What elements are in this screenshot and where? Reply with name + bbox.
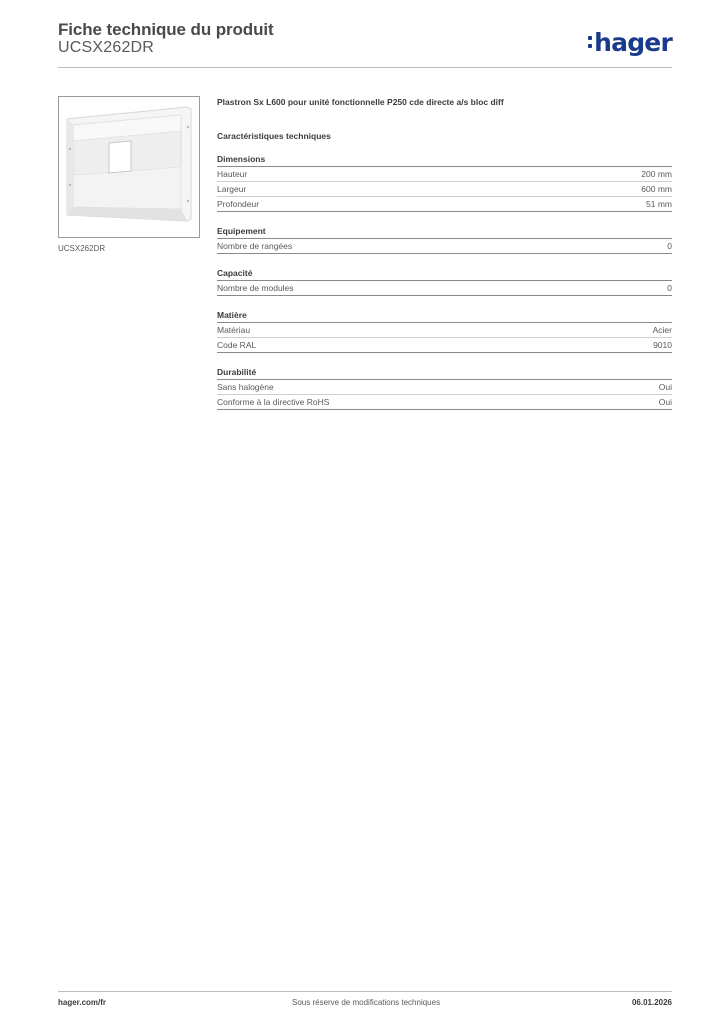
header-divider xyxy=(58,67,672,68)
footer-divider xyxy=(58,991,672,992)
section-title: Equipement xyxy=(217,226,672,239)
spec-value: 9010 xyxy=(653,340,672,350)
spec-row xyxy=(217,380,672,395)
spec-value: Oui xyxy=(658,397,672,407)
spec-label: Largeur xyxy=(217,184,247,194)
section-dimensions xyxy=(217,154,672,212)
spec-row xyxy=(217,338,672,353)
spec-label: Hauteur xyxy=(217,169,248,179)
spec-row xyxy=(217,167,672,182)
spec-value: 51 mm xyxy=(646,199,672,209)
product-reference: UCSX262DR xyxy=(58,39,155,56)
spec-value: Acier xyxy=(652,325,672,335)
section-durabilite xyxy=(217,367,672,410)
section-title: Durabilité xyxy=(217,367,672,380)
footer-disclaimer: Sous réserve de modifications techniques xyxy=(292,998,441,1007)
spec-label: Sans halogène xyxy=(217,382,274,392)
tech-characteristics-title: Caractéristiques techniques xyxy=(217,131,331,141)
logo-dots-icon xyxy=(588,34,592,50)
product-description: Plastron Sx L600 pour unité fonctionnelle P250 cde directe a/s bloc diff xyxy=(217,97,504,107)
spec-value: Oui xyxy=(658,382,672,392)
spec-row xyxy=(217,395,672,410)
spec-value: 0 xyxy=(667,241,672,251)
spec-row xyxy=(217,281,672,296)
spec-label: Profondeur xyxy=(217,199,260,209)
section-title: Matière xyxy=(217,310,672,323)
spec-label: Nombre de modules xyxy=(217,283,294,293)
spec-label: Matériau xyxy=(217,325,251,335)
spec-row xyxy=(217,323,672,338)
section-matiere xyxy=(217,310,672,353)
product-image xyxy=(58,96,200,238)
spec-row xyxy=(217,197,672,212)
section-title: Capacité xyxy=(217,268,672,281)
product-details xyxy=(217,96,672,410)
spec-value: 0 xyxy=(667,283,672,293)
spec-row xyxy=(217,239,672,254)
hager-logo xyxy=(588,28,672,56)
footer-website-link[interactable]: hager.com/fr xyxy=(58,998,107,1007)
spec-label: Code RAL xyxy=(217,340,257,350)
spec-row xyxy=(217,182,672,197)
spec-value: 600 mm xyxy=(641,184,672,194)
section-capacite xyxy=(217,268,672,296)
product-image-caption: UCSX262DR xyxy=(58,244,106,253)
spec-label: Conforme à la directive RoHS xyxy=(217,397,330,407)
footer-date: 06.01.2026 xyxy=(631,998,672,1007)
spec-value: 200 mm xyxy=(641,169,672,179)
product-panel-icon xyxy=(59,97,199,237)
logo-text: hager xyxy=(594,27,672,57)
section-equipement xyxy=(217,226,672,254)
spec-label: Nombre de rangées xyxy=(217,241,293,251)
page-title: Fiche technique du produit xyxy=(58,20,274,39)
section-title: Dimensions xyxy=(217,154,672,167)
